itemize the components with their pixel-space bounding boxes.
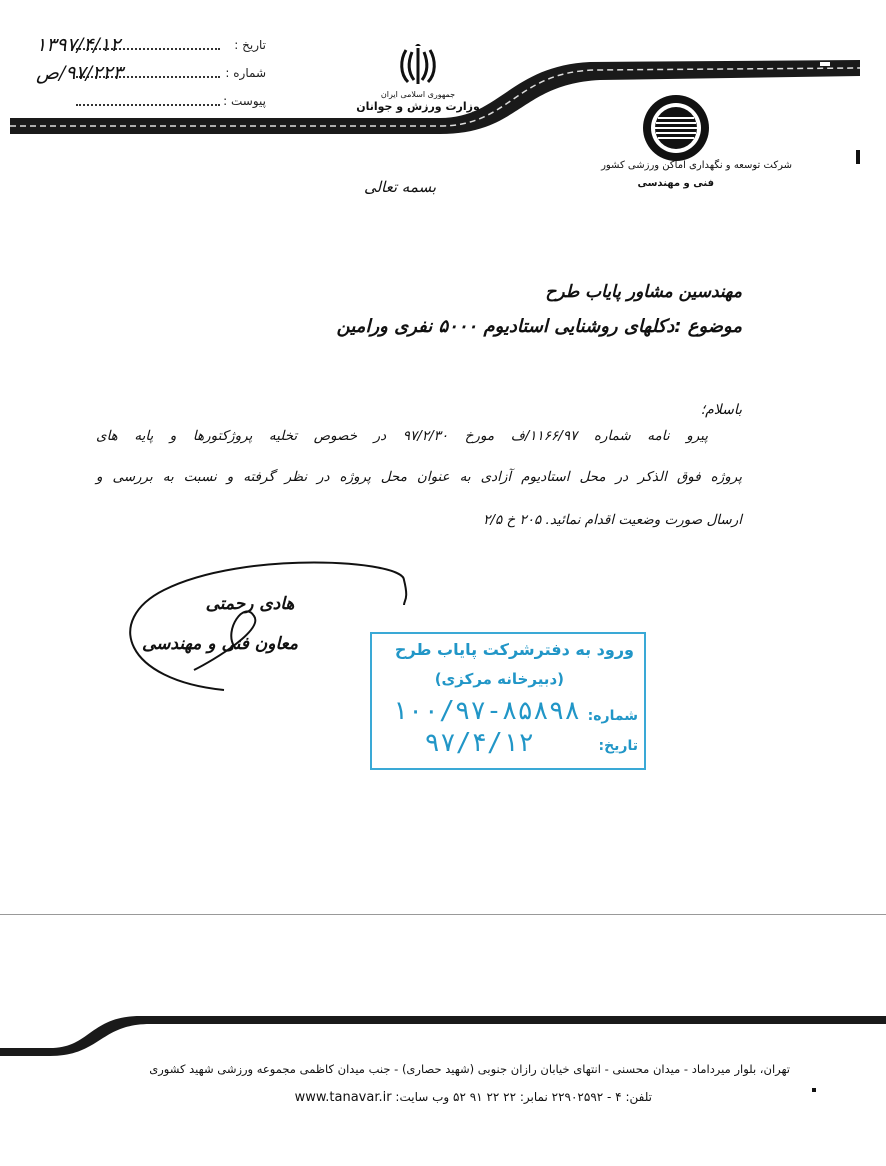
body-line: ارسال صورت وضعیت اقدام نمائید. ۲۰۵ خ ۲/۵ <box>483 512 742 528</box>
receipt-stamp <box>370 632 646 770</box>
header-band <box>0 52 886 147</box>
signer-title: معاون فنی و مهندسی <box>142 634 298 654</box>
recipient: مهندسین مشاور پایاب طرح <box>545 282 742 302</box>
number-value: ۹۷/۲۲۳/ص <box>36 62 123 84</box>
footer-contact <box>200 1090 652 1105</box>
basmala: بسمه تعالی <box>363 178 437 196</box>
footer-address: تهران، بلوار میرداماد - میدان محسنی - انتهای خیابان رازان جنوبی (شهید حصاری) - جنب میدان کاظمی مجموعه ورزشی شهید کشوری <box>149 1062 790 1076</box>
stamp-subtitle: (دبیرخانه مرکزی) <box>434 670 564 688</box>
signer-name: هادی رحمتی <box>205 594 295 614</box>
greeting: باسلام؛ <box>700 402 742 418</box>
footer-website[interactable]: www.tanavar.ir <box>294 1090 392 1105</box>
page-divider <box>0 914 886 915</box>
bullet-icon <box>812 1088 816 1092</box>
ministry-subtitle: جمهوری اسلامی ایران <box>380 90 456 99</box>
ministry-name: وزارت ورزش و جوانان <box>356 100 480 113</box>
body-line: پروژه فوق الذکر در محل استادیوم آزادی به عنوان محل پروژه در نظر گرفته و نسبت به بررسی و <box>96 469 742 485</box>
stamp-number-value: ۱۰۰/۹۷-۸۵۸۹۸ <box>392 696 580 726</box>
date-label: تاریخ : <box>234 38 266 52</box>
date-value: ۱۳۹۷/۴/۱۲ <box>36 34 121 56</box>
subject: موضوع :دکلهای روشنایی استادیوم ۵۰۰۰ نفری ورامین <box>336 316 742 337</box>
edge-mark <box>856 150 860 164</box>
footer-phones: تلفن: ۴ - ۲۲۹۰۲۵۹۲ نمابر: ۲۲ ۲۲ ۹۱ ۵۲ وب سایت: <box>391 1090 652 1104</box>
attachment-label: پیوست : <box>223 94 266 108</box>
body-line: پیرو نامه شماره ۱۱۶۶/۹۷/ف مورخ ۹۷/۲/۳۰ در خصوص تخلیه پروژکتورها و پایه های <box>96 428 708 444</box>
stamp-number-label: شماره: <box>587 708 638 724</box>
company-department: فنی و مهندسی <box>637 178 714 189</box>
number-label: شماره : <box>225 66 266 80</box>
company-name: شرکت توسعه و نگهداری اماکن ورزشی کشور <box>601 160 792 171</box>
stamp-title: ورود به دفترشرکت پایاب طرح <box>394 640 634 659</box>
company-logo-icon <box>640 92 712 164</box>
stamp-date-label: تاریخ: <box>598 738 638 754</box>
footer-band <box>0 1010 886 1062</box>
stamp-date-value: ۹۷/۴/۱۲ <box>424 728 534 758</box>
